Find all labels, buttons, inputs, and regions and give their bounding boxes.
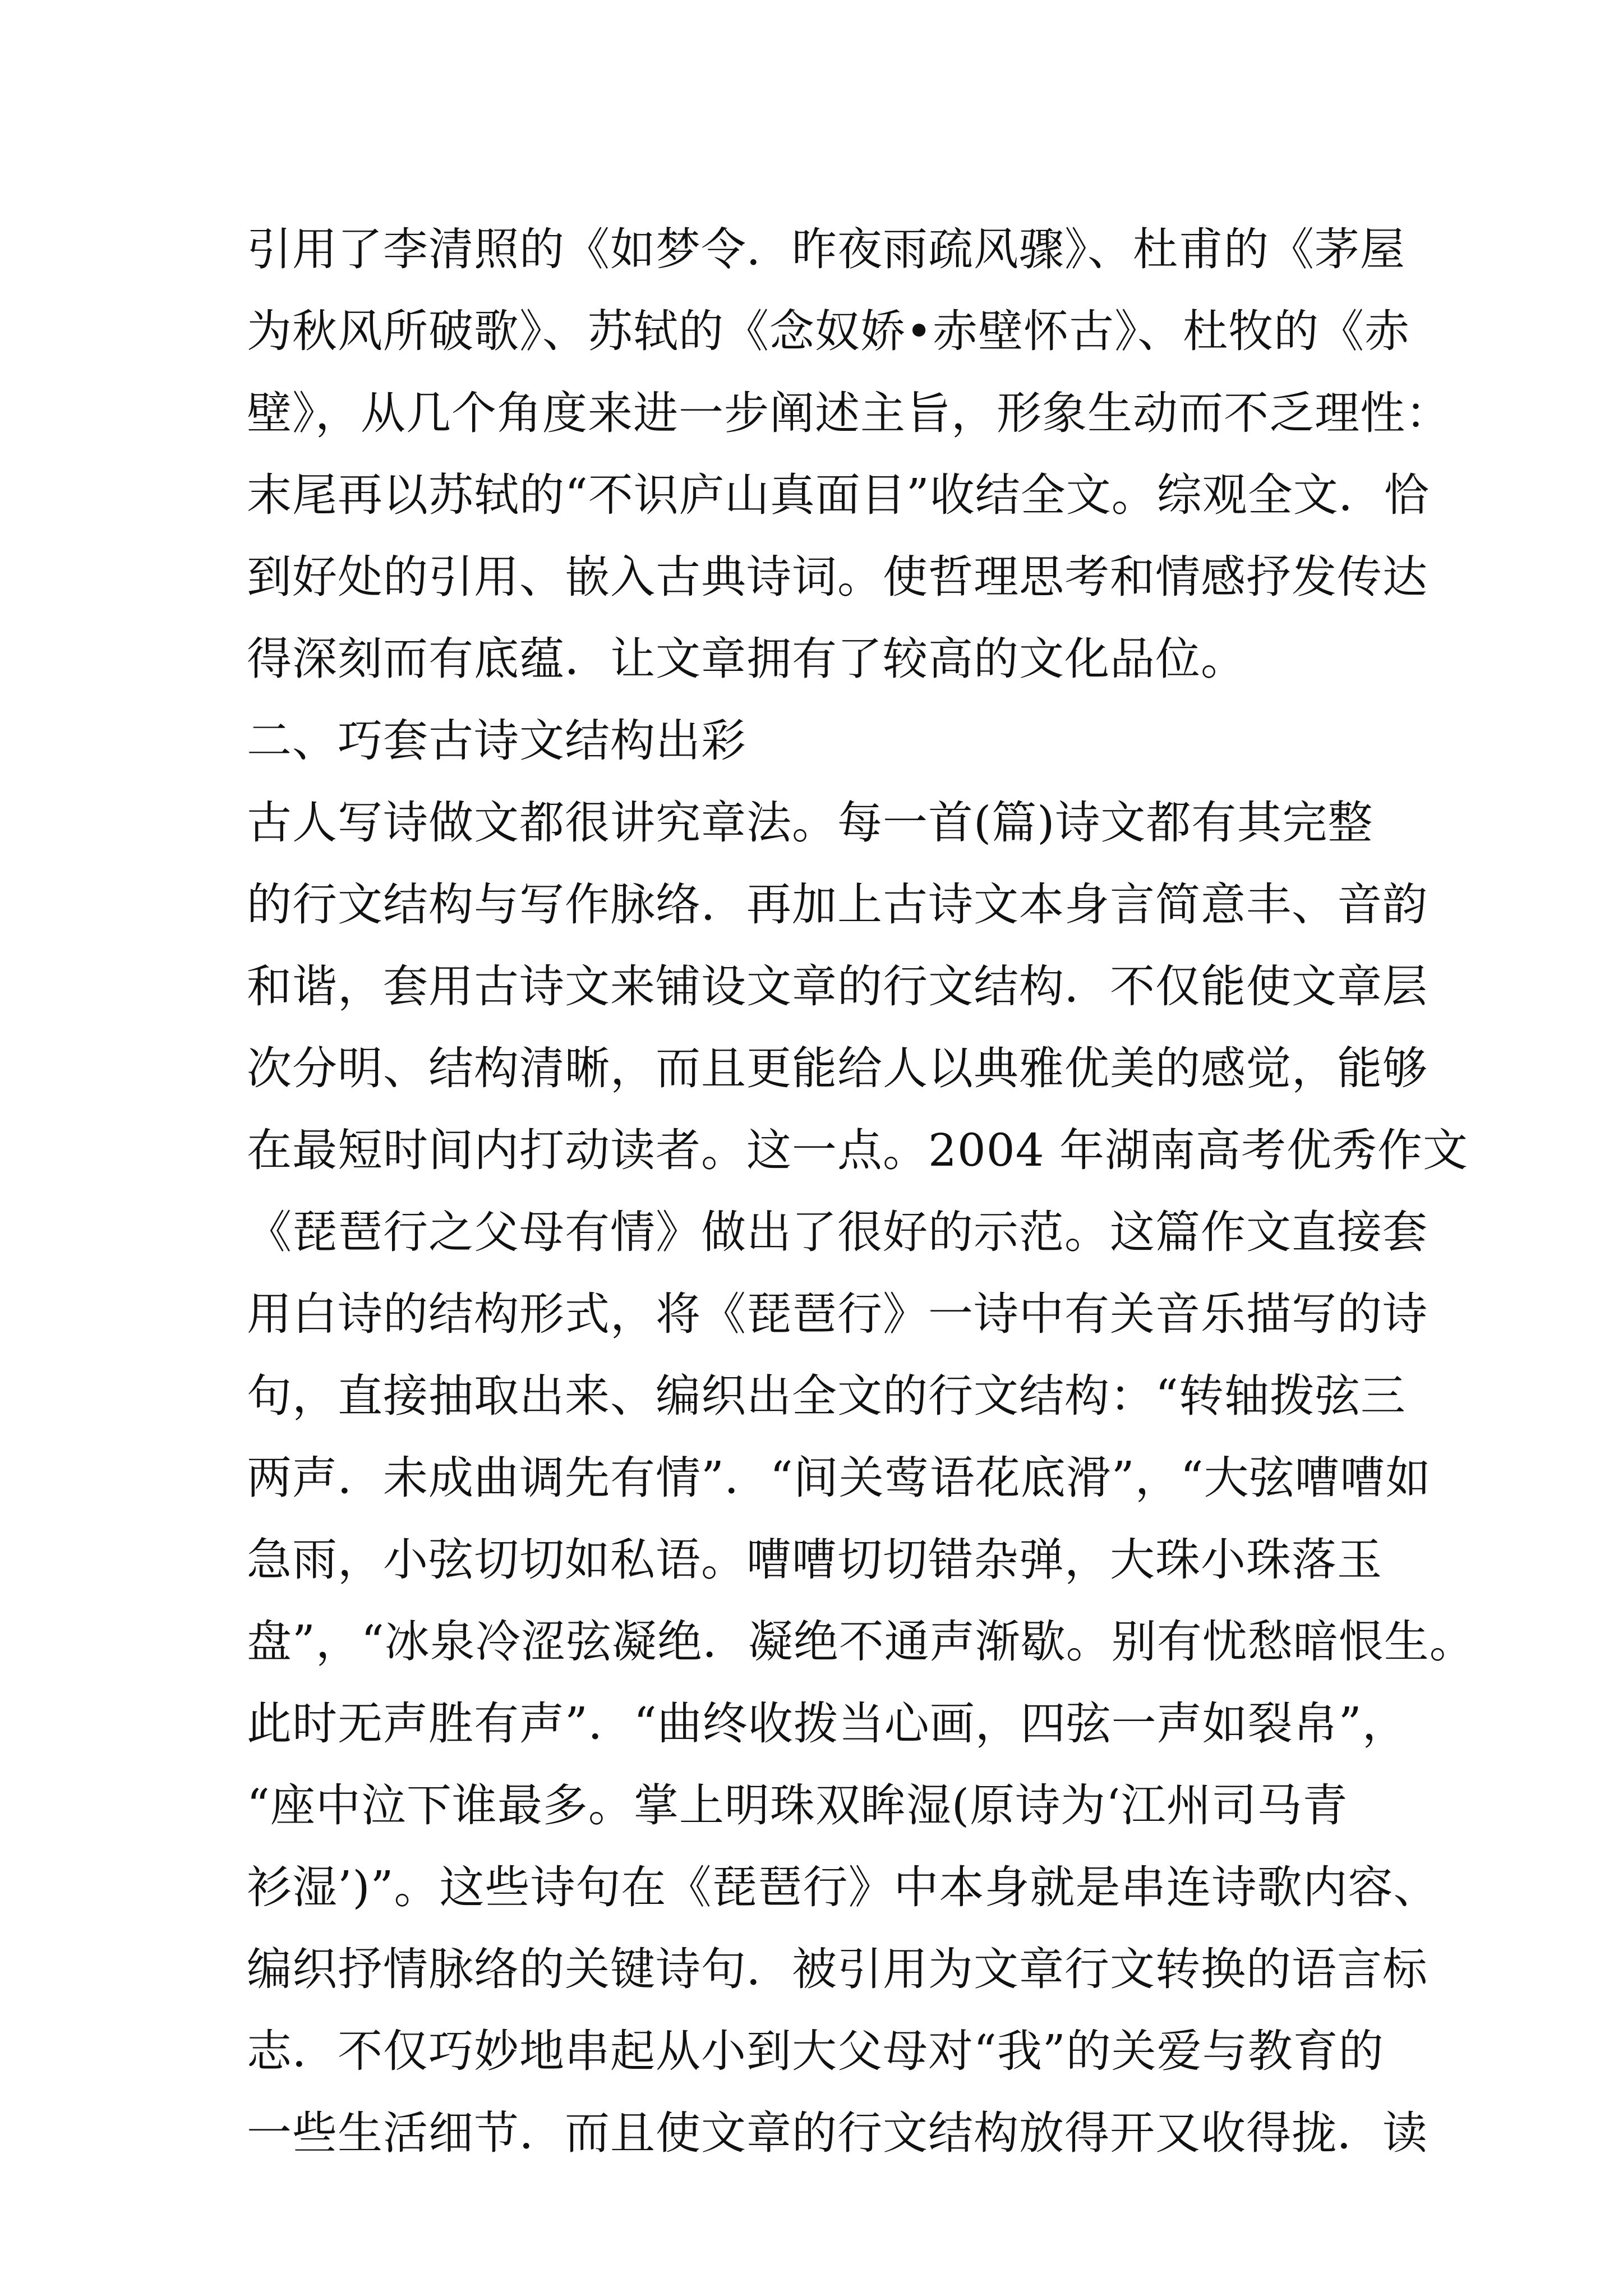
body-text <box>247 209 1475 2174</box>
text-line: 为秋风所破歌》、苏轼的《念奴娇•赤壁怀古》、杜牧的《赤 <box>247 305 1410 357</box>
text-line: 的行文结构与写作脉络．再加上古诗文本身言简意丰、音韵 <box>247 878 1428 931</box>
text-line: 急雨，小弦切切如私语。嘈嘈切切错杂弹，大珠小珠落玉 <box>247 1534 1382 1586</box>
text-line: 衫湿’)”。这些诗句在《琵琶行》中本身就是串连诗歌内容、 <box>247 1861 1439 1913</box>
text-line: 志．不仅巧妙地串起从小到大父母对“我”的关爱与教育的 <box>247 2025 1384 2077</box>
text-line: 盘”，“冰泉冷涩弦凝绝．凝绝不通声渐歇。别有忧愁暗恨生。 <box>247 1616 1475 1668</box>
text-line: “座中泣下谁最多。掌上明珠双眸湿(原诗为‘江州司马青 <box>247 1779 1348 1832</box>
text-line: 此时无声胜有声”．“曲终收拨当心画，四弦一声如裂帛”， <box>247 1697 1408 1750</box>
text-line: 句，直接抽取出来、编织出全文的行文结构：“转轴拨弦三 <box>247 1370 1406 1422</box>
text-line: 壁》，从几个角度来进一步阐述主旨，形象生动而不乏理性： <box>247 387 1451 439</box>
text-line: 一些生活细节．而且使文章的行文结构放得开又收得拢．读 <box>247 2107 1428 2159</box>
text-line: 末尾再以苏轼的“不识庐山真面目”收结全文。综观全文．恰 <box>247 469 1430 521</box>
text-line: 和谐，套用古诗文来铺设文章的行文结构．不仅能使文章层 <box>247 960 1428 1013</box>
text-line: 《琵琶行之父母有情》做出了很好的示范。这篇作文直接套 <box>247 1206 1428 1258</box>
text-line: 两声．未成曲调先有情”．“间关莺语花底滑”，“大弦嘈嘈如 <box>247 1452 1431 1504</box>
text-line: 到好处的引用、嵌入古典诗词。使哲理思考和情感抒发传达 <box>247 551 1428 603</box>
section-heading: 二、巧套古诗文结构出彩 <box>247 715 746 767</box>
text-line: 古人写诗做文都很讲究章法。每一首(篇)诗文都有其完整 <box>247 797 1373 849</box>
text-line: 次分明、结构清晰，而且更能给人以典雅优美的感觉，能够 <box>247 1042 1428 1094</box>
text-line: 用白诗的结构形式，将《琵琶行》一诗中有关音乐描写的诗 <box>247 1288 1428 1340</box>
text-line: 在最短时间内打动读者。这一点。2004 年湖南高考优秀作文 <box>247 1124 1469 1176</box>
text-line: 得深刻而有底蕴．让文章拥有了较高的文化品位。 <box>247 633 1246 685</box>
text-line: 引用了李清照的《如梦令．昨夜雨疏风骤》、杜甫的《茅屋 <box>247 223 1405 275</box>
text-line: 编织抒情脉络的关键诗句．被引用为文章行文转换的语言标 <box>247 1943 1428 1995</box>
